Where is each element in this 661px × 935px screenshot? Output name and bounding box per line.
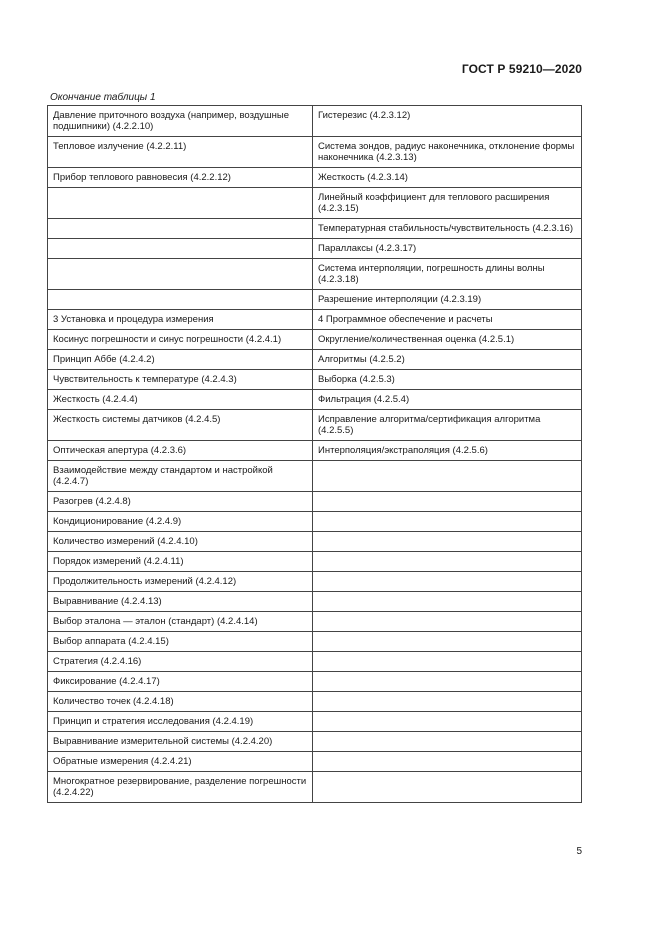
table-cell-left: Оптическая апертура (4.2.3.6)	[48, 441, 313, 461]
table-cell-left: Тепловое излучение (4.2.2.11)	[48, 137, 313, 168]
table-cell-left: Косинус погрешности и синус погрешности (4.2.4.1)	[48, 330, 313, 350]
table-row	[48, 512, 582, 532]
table-row	[48, 572, 582, 592]
table-row	[48, 370, 582, 390]
table-cell-left	[48, 290, 313, 310]
table-cell-left: Выравнивание (4.2.4.13)	[48, 592, 313, 612]
table-cell-left: 3 Установка и процедура измерения	[48, 310, 313, 330]
table-cell-right: Алгоритмы (4.2.5.2)	[313, 350, 582, 370]
table-row	[48, 632, 582, 652]
table-cell-right: Исправление алгоритма/сертификация алгоритма (4.2.5.5)	[313, 410, 582, 441]
table-cell-left	[48, 188, 313, 219]
table-cell-left	[48, 219, 313, 239]
table-cell-left: Количество точек (4.2.4.18)	[48, 692, 313, 712]
table-cell-right: Интерполяция/экстраполяция (4.2.5.6)	[313, 441, 582, 461]
table-cell-right	[313, 692, 582, 712]
table-caption: Окончание таблицы 1	[50, 92, 156, 103]
table-row	[48, 137, 582, 168]
table-cell-left: Порядок измерений (4.2.4.11)	[48, 552, 313, 572]
table-row	[48, 732, 582, 752]
table-row	[48, 106, 582, 137]
table-cell-left: Обратные измерения (4.2.4.21)	[48, 752, 313, 772]
table-cell-left: Принцип и стратегия исследования (4.2.4.19)	[48, 712, 313, 732]
table-row	[48, 441, 582, 461]
table-row	[48, 612, 582, 632]
table-row	[48, 168, 582, 188]
table-cell-right	[313, 592, 582, 612]
table-row	[48, 310, 582, 330]
table-row	[48, 712, 582, 732]
table-row	[48, 772, 582, 803]
table-row	[48, 290, 582, 310]
table-cell-right: Температурная стабильность/чувствительность (4.2.3.16)	[313, 219, 582, 239]
table-cell-left: Взаимодействие между стандартом и настройкой (4.2.4.7)	[48, 461, 313, 492]
table-row	[48, 652, 582, 672]
table-cell-right	[313, 712, 582, 732]
table-cell-right: Гистерезис (4.2.3.12)	[313, 106, 582, 137]
table-cell-right: Выборка (4.2.5.3)	[313, 370, 582, 390]
page-number: 5	[576, 846, 582, 857]
table-cell-right	[313, 772, 582, 803]
table-cell-right: Система интерполяции, погрешность длины волны (4.2.3.18)	[313, 259, 582, 290]
table-cell-right: Параллаксы (4.2.3.17)	[313, 239, 582, 259]
table-cell-left: Прибор теплового равновесия (4.2.2.12)	[48, 168, 313, 188]
table-cell-right: Фильтрация (4.2.5.4)	[313, 390, 582, 410]
table-cell-left: Жесткость (4.2.4.4)	[48, 390, 313, 410]
table-cell-right	[313, 572, 582, 592]
table-row	[48, 492, 582, 512]
table-row	[48, 188, 582, 219]
table-cell-right	[313, 652, 582, 672]
table-cell-right	[313, 632, 582, 652]
table-cell-left: Фиксирование (4.2.4.17)	[48, 672, 313, 692]
table-cell-right	[313, 612, 582, 632]
table-row	[48, 592, 582, 612]
table-cell-right	[313, 752, 582, 772]
table-cell-left: Выбор эталона — эталон (стандарт) (4.2.4.14)	[48, 612, 313, 632]
table-row	[48, 532, 582, 552]
table-cell-right	[313, 512, 582, 532]
table-row	[48, 330, 582, 350]
table-cell-left: Стратегия (4.2.4.16)	[48, 652, 313, 672]
table-cell-right: Система зондов, радиус наконечника, отклонение формы наконечника (4.2.3.13)	[313, 137, 582, 168]
table-row	[48, 752, 582, 772]
table-cell-left: Выбор аппарата (4.2.4.15)	[48, 632, 313, 652]
table-cell-left: Разогрев (4.2.4.8)	[48, 492, 313, 512]
table-row	[48, 239, 582, 259]
table-row	[48, 390, 582, 410]
table-cell-right	[313, 461, 582, 492]
table-cell-right: Округление/количественная оценка (4.2.5.1)	[313, 330, 582, 350]
table-row	[48, 259, 582, 290]
table-cell-right	[313, 732, 582, 752]
table-row	[48, 410, 582, 441]
table-row	[48, 461, 582, 492]
document-standard-header: ГОСТ Р 59210—2020	[461, 62, 582, 76]
table-cell-right: Линейный коэффициент для теплового расширения (4.2.3.15)	[313, 188, 582, 219]
table-row	[48, 350, 582, 370]
table-row	[48, 552, 582, 572]
table-row	[48, 672, 582, 692]
table-cell-left: Количество измерений (4.2.4.10)	[48, 532, 313, 552]
table-cell-left: Выравнивание измерительной системы (4.2.4.20)	[48, 732, 313, 752]
table-row	[48, 692, 582, 712]
table-cell-left: Давление приточного воздуха (например, воздушные подшипники) (4.2.2.10)	[48, 106, 313, 137]
factors-table	[47, 105, 582, 803]
table-cell-left: Кондиционирование (4.2.4.9)	[48, 512, 313, 532]
table-cell-left	[48, 239, 313, 259]
table-cell-left: Принцип Аббе (4.2.4.2)	[48, 350, 313, 370]
table-cell-right	[313, 492, 582, 512]
table-cell-right	[313, 672, 582, 692]
table-cell-right: Жесткость (4.2.3.14)	[313, 168, 582, 188]
table-cell-right	[313, 552, 582, 572]
table-cell-right: 4 Программное обеспечение и расчеты	[313, 310, 582, 330]
table-cell-right	[313, 532, 582, 552]
table-cell-left: Чувствительность к температуре (4.2.4.3)	[48, 370, 313, 390]
table-cell-left: Жесткость системы датчиков (4.2.4.5)	[48, 410, 313, 441]
table-cell-left	[48, 259, 313, 290]
table-cell-right: Разрешение интерполяции (4.2.3.19)	[313, 290, 582, 310]
table-cell-left: Многократное резервирование, разделение погрешности (4.2.4.22)	[48, 772, 313, 803]
table-cell-left: Продолжительность измерений (4.2.4.12)	[48, 572, 313, 592]
table-row	[48, 219, 582, 239]
